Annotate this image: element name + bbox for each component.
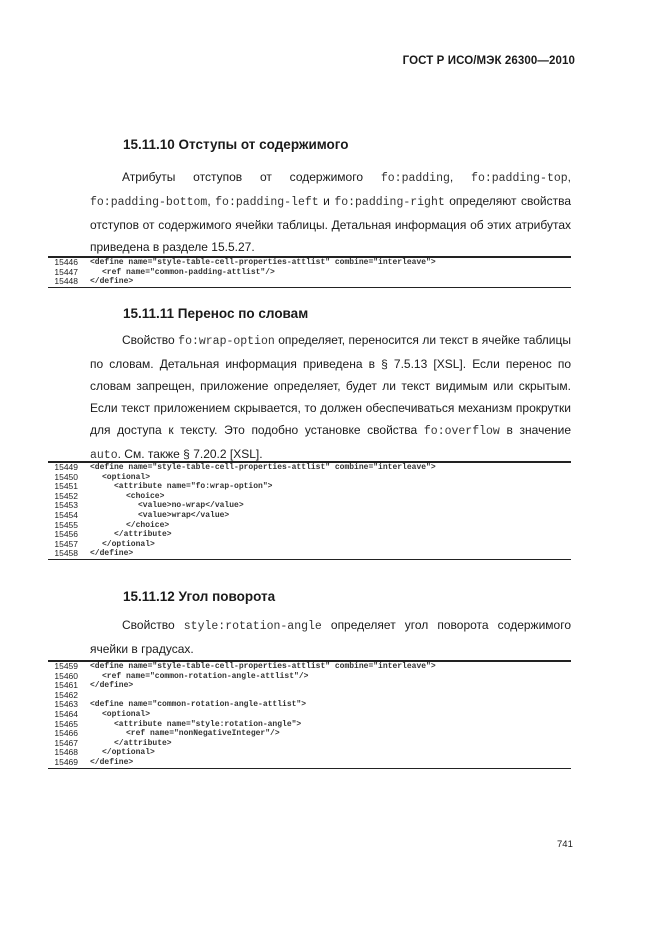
line-number: 15454: [54, 509, 78, 520]
code-text: </define>: [90, 277, 134, 287]
code-line: [48, 530, 571, 540]
page-number: 741: [557, 839, 573, 850]
code-line: [48, 492, 571, 502]
line-number: 15459: [54, 661, 78, 671]
code-line: [48, 473, 571, 483]
line-number: 15452: [54, 490, 78, 501]
code-line: [48, 681, 571, 691]
code-text: <value>wrap</value>: [138, 510, 230, 520]
code-listing: [48, 660, 571, 769]
line-number: 15462: [54, 689, 78, 700]
code-text: <define name="style-table-cell-properties-attlist" combine="interleave">: [90, 662, 436, 671]
code-line: [48, 758, 571, 768]
line-number: 15465: [54, 718, 78, 729]
line-number: 15447: [54, 266, 78, 277]
line-number: 15448: [54, 276, 78, 287]
code-line: [48, 691, 571, 701]
line-number: 15467: [54, 737, 78, 748]
line-number: 15463: [54, 699, 78, 710]
code-line: [48, 739, 571, 749]
line-number: 15450: [54, 471, 78, 482]
code-text: <attribute name="style:rotation-angle">: [114, 719, 302, 729]
code-line: [48, 549, 571, 559]
code-text: <define name="style-table-cell-properties-attlist" combine="interleave">: [90, 258, 436, 267]
code-line: [48, 463, 571, 473]
line-number: 15451: [54, 481, 78, 492]
code-line: [48, 268, 571, 278]
code-text: <define name="style-table-cell-properties-attlist" combine="interleave">: [90, 463, 436, 472]
code-line: [48, 540, 571, 550]
line-number: 15461: [54, 680, 78, 691]
line-number: 15458: [54, 548, 78, 559]
line-number: 15466: [54, 728, 78, 739]
code-text: </choice>: [126, 520, 170, 530]
code-line: [48, 748, 571, 758]
code-text: </optional>: [102, 748, 155, 758]
code-text: <value>no-wrap</value>: [138, 501, 244, 511]
code-line: [48, 482, 571, 492]
code-line: [48, 511, 571, 521]
section-paragraph-15-11-10: Атрибуты отступов от содержимого fo:padding, fo:padding-top, fo:padding-bottom, fo:padding-left и fo:padding-right определяют свойства отступов от содержимого ячейки таблицы. Детальная информация об этих атрибутах приведена в разделе 15.5.27.: [90, 170, 572, 254]
code-listing: [48, 256, 571, 288]
code-text: <ref name="common-rotation-angle-attlist"/>: [102, 671, 309, 681]
section-paragraph-15-11-12: Свойство style:rotation-angle определяет угол поворота содержимого ячейки в градусах.: [90, 618, 571, 656]
code-text: <define name="common-rotation-angle-attlist">: [90, 700, 307, 710]
code-line: [48, 710, 571, 720]
code-text: </optional>: [102, 539, 155, 549]
code-text: <optional>: [102, 472, 151, 482]
section-heading-15-11-11: 15.11.11 Перенос по словам: [123, 306, 309, 321]
code-text: <attribute name="fo:wrap-option">: [114, 482, 273, 492]
code-line: [48, 720, 571, 730]
code-text: <ref name="common-padding-attlist"/>: [102, 267, 275, 277]
code-listing: [48, 461, 571, 560]
code-text: <choice>: [126, 491, 165, 501]
code-text: <ref name="nonNegativeInteger"/>: [126, 729, 280, 739]
line-number: 15449: [54, 462, 78, 472]
code-text: </attribute>: [114, 530, 172, 540]
line-number: 15460: [54, 670, 78, 681]
code-text: </define>: [90, 681, 134, 691]
line-number: 15446: [54, 257, 78, 267]
code-text: </attribute>: [114, 738, 172, 748]
line-number: 15469: [54, 756, 78, 767]
code-line: [48, 662, 571, 672]
code-text: </define>: [90, 757, 134, 767]
code-text: </define>: [90, 549, 134, 559]
code-line: [48, 729, 571, 739]
standard-header: ГОСТ Р ИСО/МЭК 26300—2010: [402, 55, 575, 67]
code-line: [48, 672, 571, 682]
code-line: [48, 501, 571, 511]
line-number: 15453: [54, 500, 78, 511]
code-line: [48, 277, 571, 287]
line-number: 15464: [54, 708, 78, 719]
section-heading-15-11-12: 15.11.12 Угол поворота: [123, 589, 276, 604]
code-text: <optional>: [102, 709, 151, 719]
section-heading-15-11-10: 15.11.10 Отступы от содержимого: [123, 137, 349, 152]
line-number: 15468: [54, 747, 78, 758]
line-number: 15457: [54, 538, 78, 549]
code-line: [48, 700, 571, 710]
code-line: [48, 258, 571, 268]
section-paragraph-15-11-11: Свойство fo:wrap-option определяет, переносится ли текст в ячейке таблицы по словам. Детальная информация приведена в § 7.5.13 [XSL]. Если перенос по словам запрещен, приложение определяет, будет ли текст видимым или скрытым. Если текст приложением скрывается, то должен обеспечиваться механизм прокрутки для доступа к тексту. Это подобно установке свойства fo:overflow в значение auto. См. также § 7.20.2 [XSL].: [90, 333, 572, 462]
line-number: 15455: [54, 519, 78, 530]
code-line: [48, 521, 571, 531]
line-number: 15456: [54, 529, 78, 540]
